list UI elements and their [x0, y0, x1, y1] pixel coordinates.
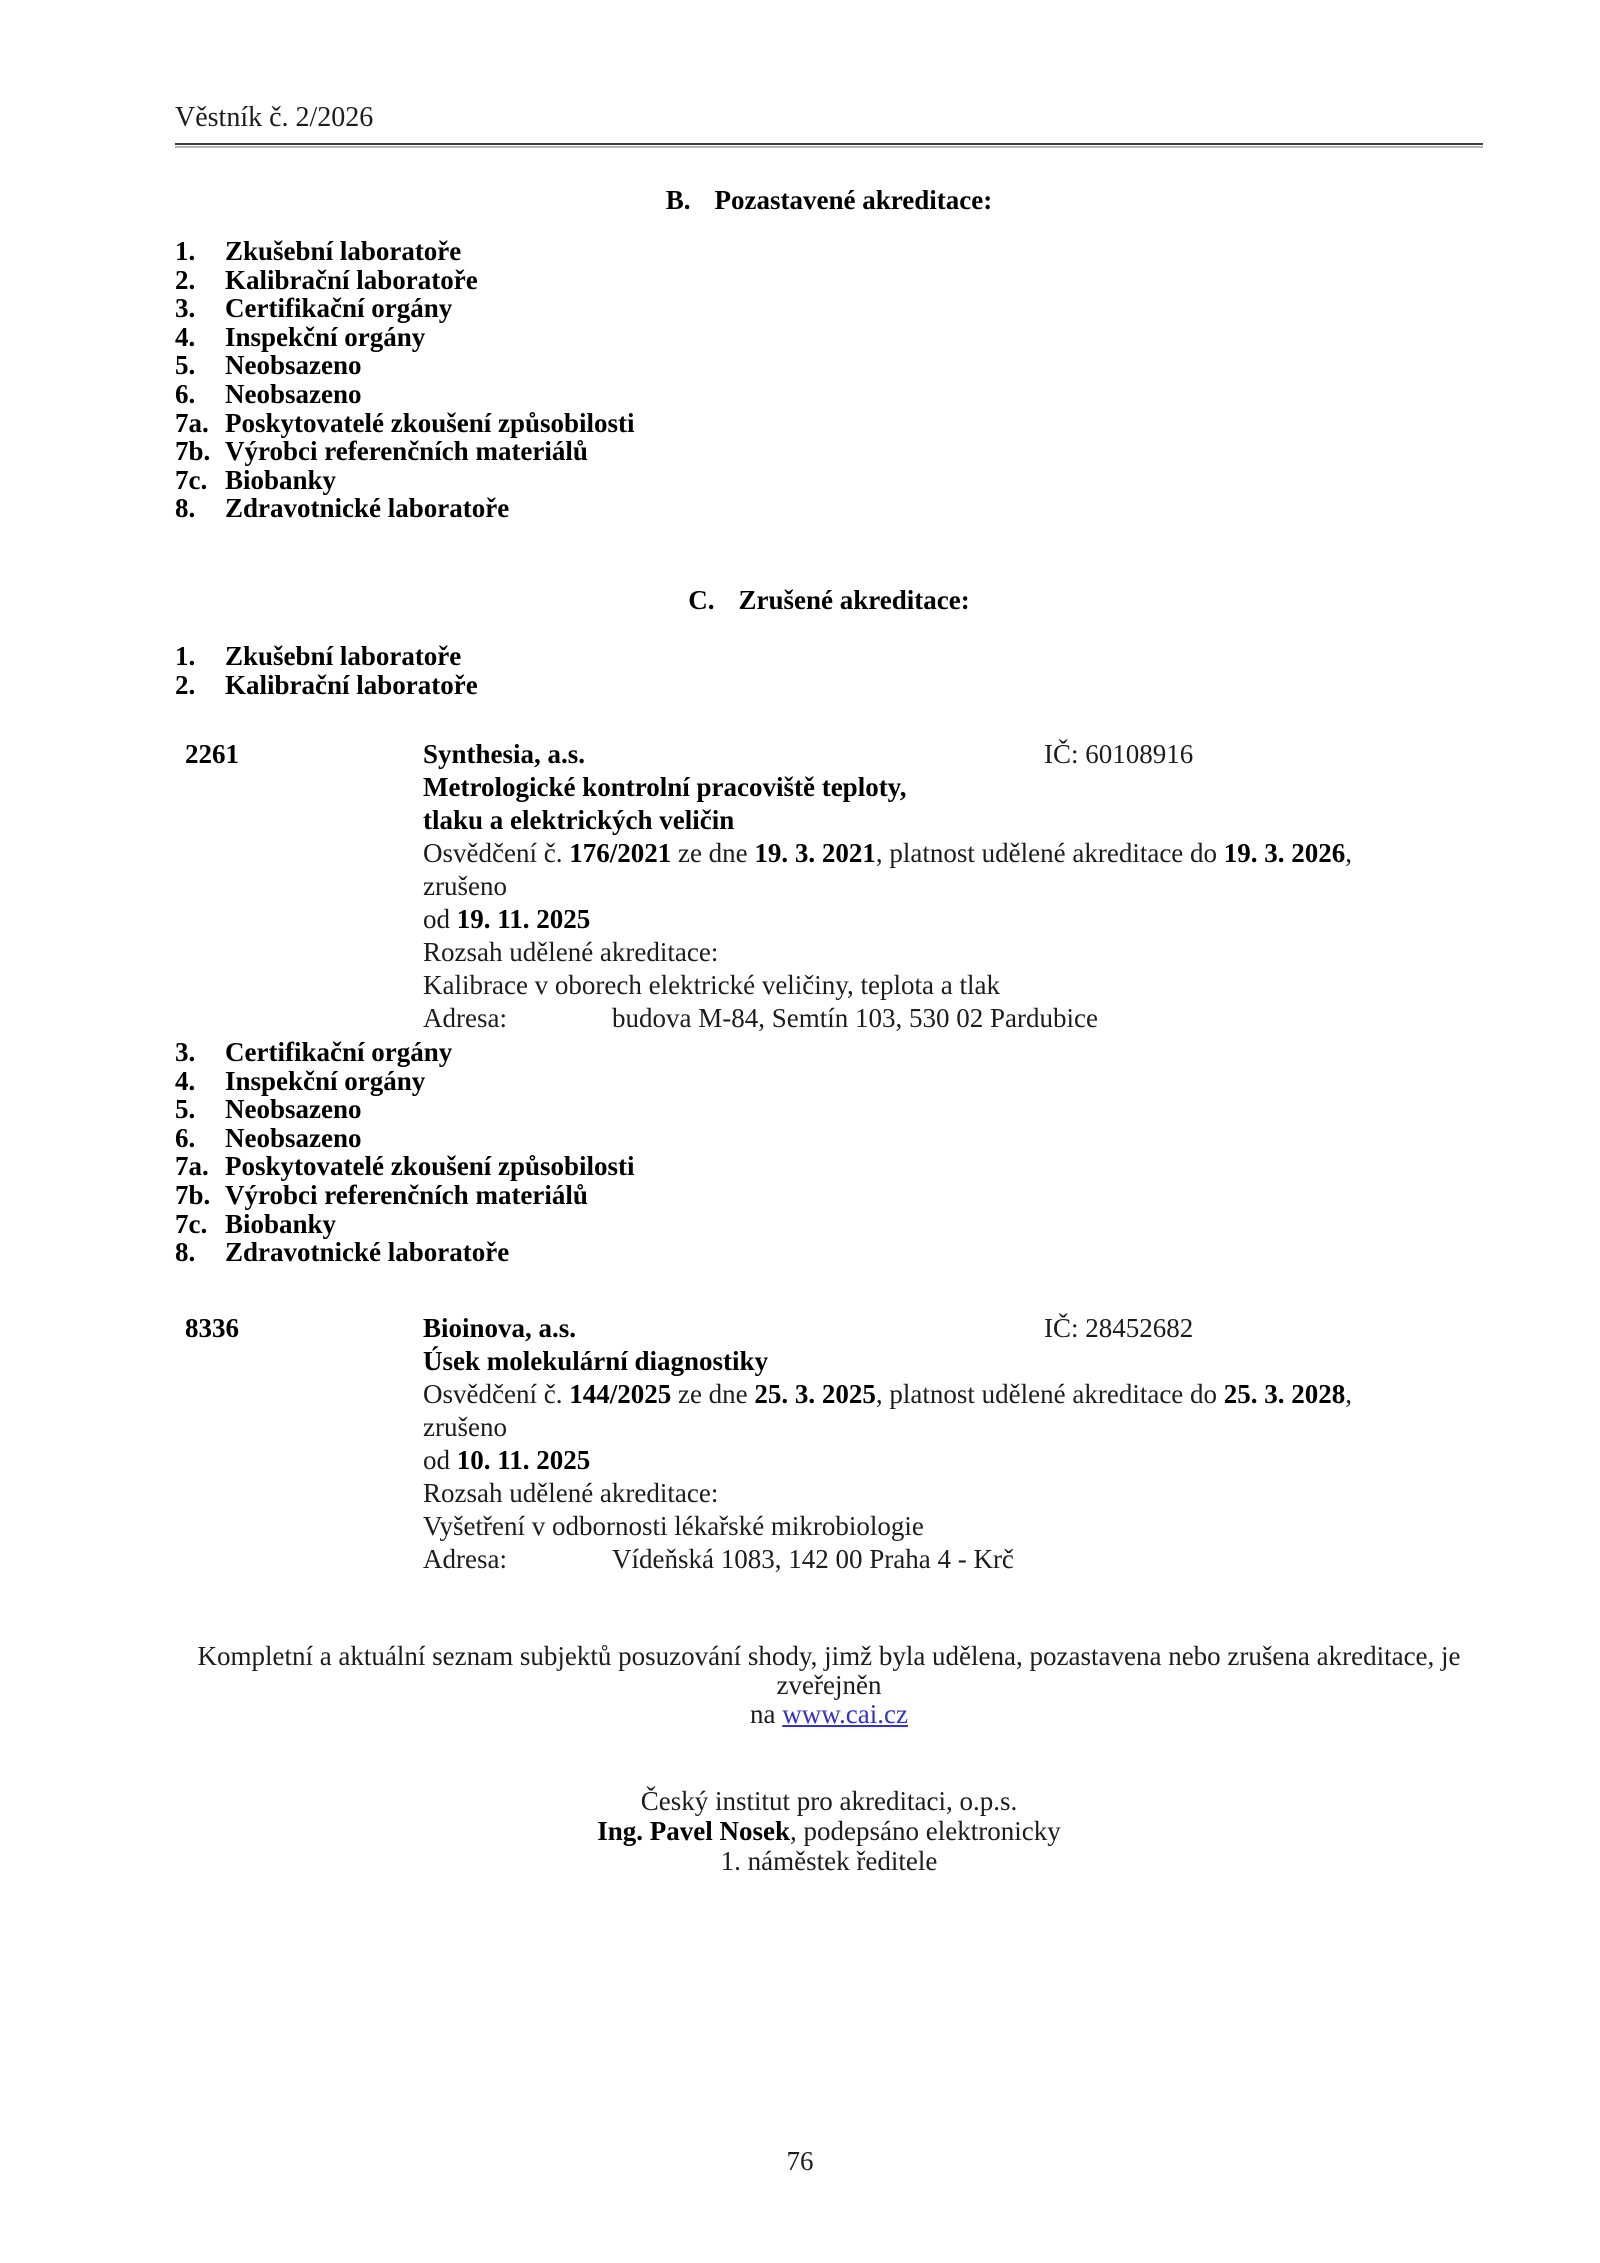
list-item-number: 7a.: [175, 1151, 209, 1182]
list-item: [175, 380, 635, 409]
list-item-number: 5.: [175, 350, 196, 381]
list-item-number: 1.: [175, 641, 196, 671]
list-item-label: Poskytovatelé zkoušení způsobilosti: [225, 407, 635, 438]
entry-certificate-line: Osvědčení č. 176/2021 ze dne 19. 3. 2021, platnost udělené akreditace do 19. 3. 2026, zrušeno: [423, 838, 1353, 901]
entry-org-name: Synthesia, a.s.: [423, 739, 586, 769]
list-item-number: 3.: [175, 1037, 196, 1067]
list-item: [175, 671, 478, 700]
list-item: [175, 1067, 635, 1096]
list-item: [175, 294, 635, 323]
list-item: [175, 237, 635, 266]
list-item-label: Zdravotnické laboratoře: [225, 1237, 510, 1268]
signature-organization: Český institut pro akreditaci, o.p.s.: [640, 1786, 1018, 1816]
list-item: [175, 1095, 635, 1124]
list-item-label: Biobanky: [225, 464, 337, 495]
entry-certificate-line: od 10. 11. 2025: [423, 1445, 591, 1475]
entry-details: [423, 738, 1413, 1035]
page-header-title: Věstník č. 2/2026: [175, 102, 374, 133]
page-number: 76: [786, 2146, 814, 2176]
list-item-label: Kalibrační laboratoře: [225, 264, 478, 295]
list-item-number: 6.: [175, 378, 196, 409]
list-item: [175, 642, 478, 671]
header-rule: [175, 143, 1483, 148]
entry-number: 8336: [185, 1313, 239, 1343]
list-item: [175, 1152, 635, 1181]
list-item: [175, 494, 635, 523]
list-item-number: 1.: [175, 236, 196, 266]
list-item-label: Inspekční orgány: [225, 321, 426, 352]
list-item-label: Zdravotnické laboratoře: [225, 493, 510, 524]
signature-signer-note: , podepsáno elektronicky: [790, 1816, 1061, 1846]
list-item-number: 6.: [175, 1122, 196, 1153]
entry-address-label: Adresa:: [423, 1003, 507, 1033]
list-item-number: 2.: [175, 669, 196, 700]
list-item: [175, 1181, 635, 1210]
signature-role: 1. náměstek ředitele: [720, 1846, 938, 1876]
entry-scope: Vyšetření v odbornosti lékařské mikrobiologie: [423, 1511, 924, 1541]
entry-8336: [185, 1312, 1485, 1576]
list-item-number: 4.: [175, 1065, 196, 1096]
section-c-list-top: [175, 642, 478, 699]
list-item: [175, 351, 635, 380]
cai-website-link[interactable]: www.cai.cz: [782, 1699, 908, 1729]
entry-certificate-line: Osvědčení č. 144/2025 ze dne 25. 3. 2025, platnost udělené akreditace do 25. 3. 2028, zrušeno: [423, 1379, 1353, 1442]
signature-signer-name: Ing. Pavel Nosek: [597, 1816, 791, 1846]
entry-address-line: [423, 1543, 1413, 1576]
footer-note: [175, 1642, 1483, 1729]
entry-ic: IČ: 28452682: [1044, 1313, 1194, 1343]
entry-number: 2261: [185, 739, 239, 769]
entry-address-line: [423, 1002, 1413, 1035]
list-item-label: Inspekční orgány: [225, 1065, 426, 1096]
list-item-label: Neobsazeno: [225, 1122, 362, 1153]
list-item: [175, 1038, 635, 1067]
list-item-number: 2.: [175, 264, 196, 295]
list-item-label: Výrobci referenčních materiálů: [225, 436, 588, 467]
entry-details: [423, 1312, 1413, 1576]
list-item-label: Zkušební laboratoře: [225, 641, 462, 671]
list-item-number: 3.: [175, 293, 196, 324]
section-b-heading: [175, 185, 1483, 216]
entry-address: budova M-84, Semtín 103, 530 02 Pardubice: [612, 1003, 1098, 1033]
list-item: [175, 1124, 635, 1153]
list-item-number: 7c.: [175, 1208, 208, 1239]
entry-scope: Kalibrace v oborech elektrické veličiny, teplota a tlak: [423, 970, 1000, 1000]
entry-unit-line: tlaku a elektrických veličin: [423, 805, 735, 835]
entry-unit-line: Metrologické kontrolní pracoviště teploty,: [423, 772, 907, 802]
list-item: [175, 437, 635, 466]
section-b-list: [175, 237, 635, 523]
footer-note-line2: [175, 1700, 1483, 1729]
entry-ic: IČ: 60108916: [1044, 739, 1194, 769]
list-item-label: Neobsazeno: [225, 1094, 362, 1125]
entry-scope-label: Rozsah udělené akreditace:: [423, 1478, 719, 1508]
list-item-number: 7a.: [175, 407, 209, 438]
list-item-label: Poskytovatelé zkoušení způsobilosti: [225, 1151, 635, 1182]
list-item-number: 8.: [175, 1237, 196, 1268]
list-item-number: 4.: [175, 321, 196, 352]
list-item-label: Neobsazeno: [225, 378, 362, 409]
list-item-label: Certifikační orgány: [225, 293, 453, 324]
entry-scope-label: Rozsah udělené akreditace:: [423, 937, 719, 967]
section-c-heading: [175, 585, 1483, 616]
list-item: [175, 409, 635, 438]
footer-note-line1: Kompletní a aktuální seznam subjektů posuzování shody, jimž byla udělena, pozastavena nebo zrušena akreditace, je zveřejněn: [197, 1641, 1461, 1700]
list-item: [175, 1238, 635, 1267]
list-item-number: 8.: [175, 493, 196, 524]
footer-note-prefix: na: [750, 1699, 783, 1729]
list-item-label: Neobsazeno: [225, 350, 362, 381]
list-item-number: 7c.: [175, 464, 208, 495]
list-item: [175, 1210, 635, 1239]
signature-signer-line: [175, 1816, 1483, 1846]
list-item: [175, 266, 635, 295]
page-header: [175, 102, 373, 134]
list-item: [175, 466, 635, 495]
entry-2261: [185, 738, 1485, 1035]
entry-org-name: Bioinova, a.s.: [423, 1313, 577, 1343]
entry-certificate-line: od 19. 11. 2025: [423, 904, 591, 934]
section-b-label: B.: [665, 185, 691, 215]
entry-address-label: Adresa:: [423, 1544, 507, 1574]
list-item: [175, 323, 635, 352]
list-item-number: 7b.: [175, 1179, 211, 1210]
entry-address: Vídeňská 1083, 142 00 Praha 4 - Krč: [612, 1544, 1014, 1574]
list-item-label: Zkušební laboratoře: [225, 236, 462, 266]
section-c-list-bottom: [175, 1038, 635, 1267]
section-c-title: Zrušené akreditace:: [738, 585, 970, 615]
list-item-label: Kalibrační laboratoře: [225, 669, 478, 700]
section-c-label: C.: [688, 585, 715, 615]
section-b-title: Pozastavené akreditace:: [714, 185, 993, 215]
signature-block: [175, 1786, 1483, 1876]
entry-unit-line: Úsek molekulární diagnostiky: [423, 1346, 769, 1376]
list-item-label: Biobanky: [225, 1208, 337, 1239]
list-item-number: 5.: [175, 1094, 196, 1125]
list-item-label: Certifikační orgány: [225, 1037, 453, 1067]
list-item-number: 7b.: [175, 436, 211, 467]
list-item-label: Výrobci referenčních materiálů: [225, 1179, 588, 1210]
